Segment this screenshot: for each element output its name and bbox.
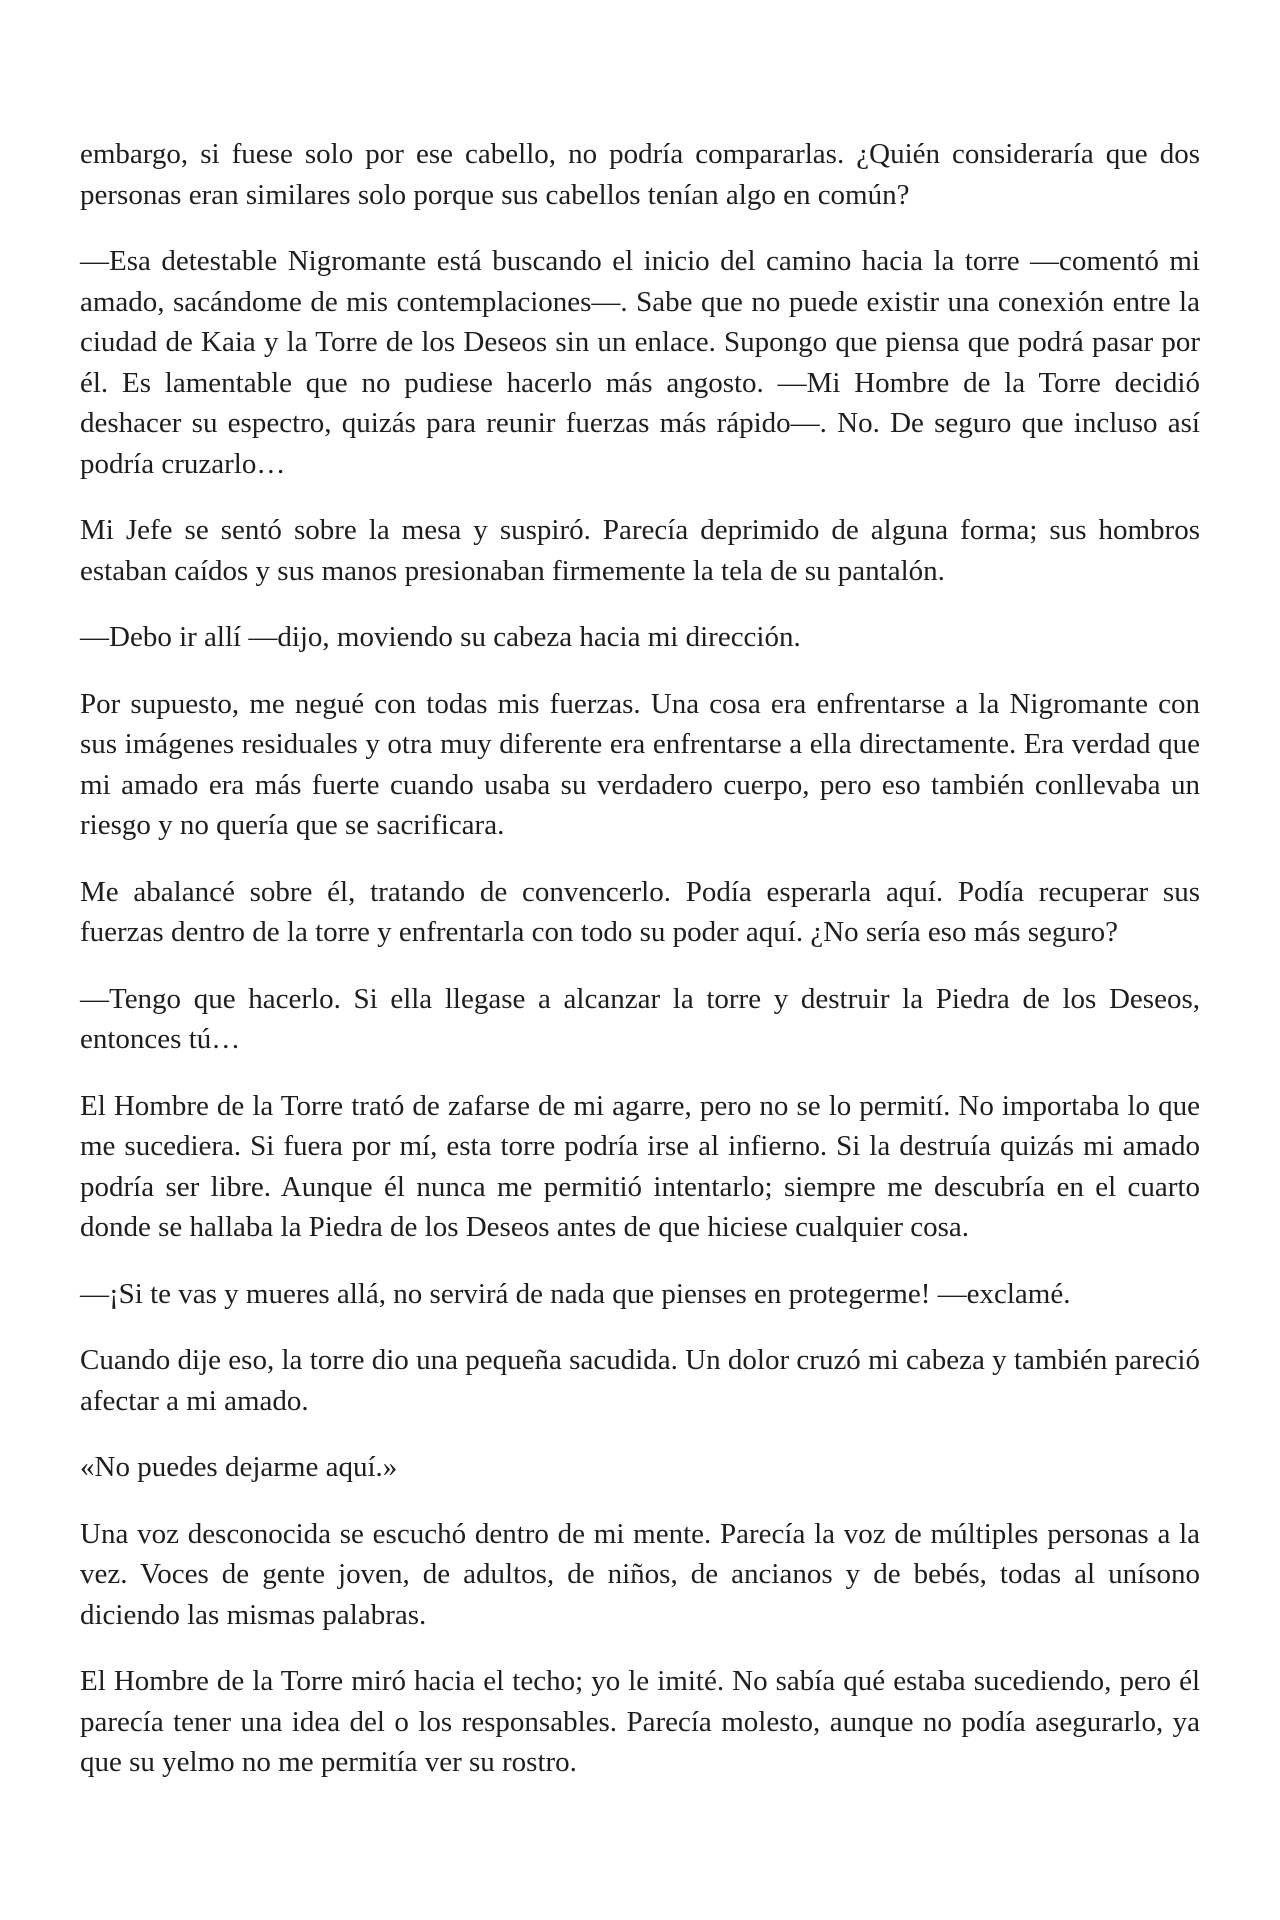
paragraph-2: —Esa detestable Nigromante está buscando el inicio del camino hacia la torre —comentó mi amado, sacándome de mis contemplaciones—. Sabe que no puede existir una conexión entre la ciudad de Kaia y la Torre de los Deseos sin un enlace. Supongo que piensa que podrá pasar por él. Es lamentable que no pudiese hacerlo más angosto. —Mi Hombre de la Torre decidió deshacer su espectro, quizás para reunir fuerzas más rápido—. No. De seguro que incluso así podría cruzarlo… — [80, 245, 1200, 480]
paragraph-3: Mi Jefe se sentó sobre la mesa y suspiró. Parecía deprimido de alguna forma; sus hombros estaban caídos y sus manos presionaban firmemente la tela de su pantalón. — [80, 514, 1200, 587]
paragraph-11: «No puedes dejarme aquí.» — [80, 1451, 398, 1483]
paragraph-9: —¡Si te vas y mueres allá, no servirá de nada que pienses en protegerme! —exclamé. — [80, 1277, 1071, 1310]
paragraph-5: Por supuesto, me negué con todas mis fuerzas. Una cosa era enfrentarse a la Nigromante con sus imágenes residuales y otra muy diferente era enfrentarse a ella directamente. Era verdad que mi amado era más fuerte cuando usaba su verdadero cuerpo, pero eso también conllevaba un riesgo y no quería que se sacrificara. — [80, 687, 1200, 841]
paragraph-1: embargo, si fuese solo por ese cabello, no podría compararlas. ¿Quién consideraría que dos personas eran similares solo porque sus cabellos tenían algo en común? — [80, 138, 1200, 211]
paragraph-8: El Hombre de la Torre trató de zafarse de mi agarre, pero no se lo permití. No importaba lo que me sucediera. Si fuera por mí, esta torre podría irse al infierno. Si la destruía quizás mi amado podría ser libre. Aunque él nunca me permitió intentarlo; siempre me descubría en el cuarto donde se hallaba la Piedra de los Deseos antes de que hiciese cualquier cosa. — [80, 1089, 1200, 1243]
paragraph-12: Una voz desconocida se escuchó dentro de mi mente. Parecía la voz de múltiples personas a la vez. Voces de gente joven, de adultos, de niños, de ancianos y de bebés, todas al unísono diciendo las mismas palabras. — [80, 1517, 1200, 1631]
paragraph-6: Me abalancé sobre él, tratando de convencerlo. Podía esperarla aquí. Podía recuperar sus fuerzas dentro de la torre y enfrentarla con todo su poder aquí. ¿No sería eso más seguro? — [80, 875, 1200, 948]
paragraph-13: El Hombre de la Torre miró hacia el techo; yo le imité. No sabía qué estaba sucediendo, pero él parecía tener una idea del o los responsables. Parecía molesto, aunque no podía asegurarlo, ya que su yelmo no me permitía ver su rostro. — [80, 1665, 1200, 1778]
text-body — [80, 134, 1200, 1783]
paragraph-4: —Debo ir allí —dijo, moviendo su cabeza hacia mi dirección. — [80, 621, 801, 653]
paragraph-7: —Tengo que hacerlo. Si ella llegase a alcanzar la torre y destruir la Piedra de los Deseos, entonces tú… — [80, 982, 1200, 1055]
paragraph-10: Cuando dije eso, la torre dio una pequeña sacudida. Un dolor cruzó mi cabeza y también pareció afectar a mi amado. — [80, 1344, 1200, 1417]
